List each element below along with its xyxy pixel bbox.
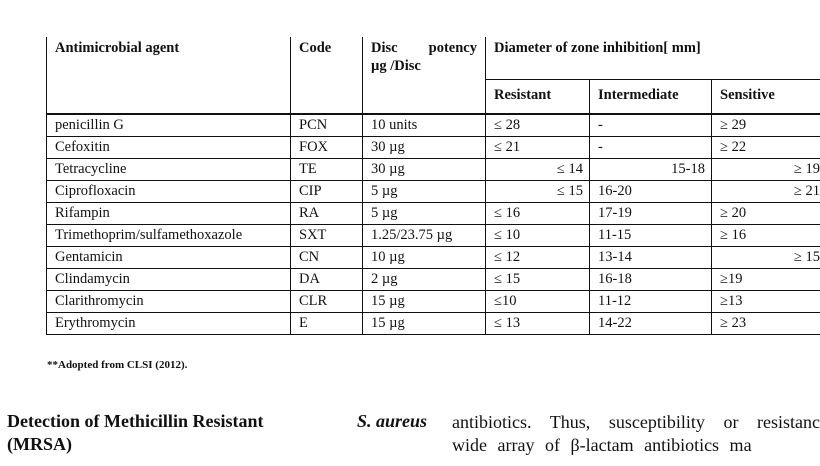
cell-potency: 30 µg (363, 159, 486, 181)
cell-sensitive: ≥ 15 (712, 247, 820, 269)
header-sensitive: Sensitive (712, 80, 820, 115)
header-potency-word1: Disc (371, 40, 398, 56)
table-footnote: **Adopted from CLSI (2012). (47, 359, 188, 371)
body-line-2: wide array of β-lactam antibiotics ma (452, 435, 752, 455)
cell-resistant: ≤ 13 (486, 313, 590, 335)
table-row (47, 225, 820, 247)
cell-agent: Cefoxitin (47, 137, 291, 159)
cell-intermediate: 16-18 (590, 269, 712, 291)
table-row (47, 291, 820, 313)
cell-sensitive: ≥ 20 (712, 203, 820, 225)
header-potency-unit: µg /Disc (371, 58, 421, 74)
cell-intermediate: 15-18 (590, 159, 712, 181)
cell-code: E (291, 313, 363, 335)
cell-resistant: ≤ 16 (486, 203, 590, 225)
table-row (47, 137, 820, 159)
antimicrobial-susceptibility-table (46, 37, 820, 335)
header-agent: Antimicrobial agent (47, 37, 291, 114)
cell-code: FOX (291, 137, 363, 159)
cell-potency: 5 µg (363, 203, 486, 225)
cell-intermediate: - (590, 114, 712, 137)
cell-intermediate: 16-20 (590, 181, 712, 203)
cell-intermediate: 14-22 (590, 313, 712, 335)
cell-sensitive: ≥19 (712, 269, 820, 291)
cell-sensitive: ≥ 21 (712, 181, 820, 203)
cell-code: DA (291, 269, 363, 291)
table-row (47, 203, 820, 225)
cell-sensitive: ≥ 29 (712, 114, 820, 137)
cell-code: CIP (291, 181, 363, 203)
cell-potency: 15 µg (363, 313, 486, 335)
cell-resistant: ≤ 21 (486, 137, 590, 159)
cell-intermediate: 17-19 (590, 203, 712, 225)
cell-sensitive: ≥ 19 (712, 159, 820, 181)
cell-resistant: ≤ 14 (486, 159, 590, 181)
header-intermediate: Intermediate (590, 80, 712, 115)
cell-potency: 5 µg (363, 181, 486, 203)
table-row (47, 313, 820, 335)
section-heading-abbrev: (MRSA) (7, 434, 72, 454)
cell-potency: 2 µg (363, 269, 486, 291)
section-heading-text: Detection of Methicillin Resistant (7, 411, 264, 431)
cell-agent: Erythromycin (47, 313, 291, 335)
cell-resistant: ≤ 15 (486, 181, 590, 203)
header-code: Code (291, 37, 363, 114)
cell-sensitive: ≥ 16 (712, 225, 820, 247)
cell-potency: 10 µg (363, 247, 486, 269)
cell-agent: Clindamycin (47, 269, 291, 291)
section-heading-species: S. aureus (356, 411, 427, 431)
cell-potency: 1.25/23.75 µg (363, 225, 486, 247)
cell-code: SXT (291, 225, 363, 247)
cell-agent: Rifampin (47, 203, 291, 225)
table-row (47, 247, 820, 269)
cell-agent: Tetracycline (47, 159, 291, 181)
cell-sensitive: ≥13 (712, 291, 820, 313)
table-row (47, 181, 820, 203)
cell-agent: penicillin G (47, 114, 291, 137)
header-potency (363, 37, 486, 114)
cell-code: CLR (291, 291, 363, 313)
table-row (47, 159, 820, 181)
cell-agent: Gentamicin (47, 247, 291, 269)
header-potency-word2: potency (428, 40, 477, 56)
cell-resistant: ≤ 28 (486, 114, 590, 137)
body-line-1: antibiotics. Thus, susceptibility or resistanc (452, 412, 820, 432)
cell-code: PCN (291, 114, 363, 137)
section-heading (7, 410, 427, 456)
table-row (47, 269, 820, 291)
cell-agent: Clarithromycin (47, 291, 291, 313)
cell-intermediate: 13-14 (590, 247, 712, 269)
body-paragraph (452, 411, 820, 457)
cell-resistant: ≤ 12 (486, 247, 590, 269)
cell-resistant: ≤10 (486, 291, 590, 313)
cell-sensitive: ≥ 23 (712, 313, 820, 335)
cell-sensitive: ≥ 22 (712, 137, 820, 159)
header-resistant: Resistant (486, 80, 590, 115)
cell-code: RA (291, 203, 363, 225)
susceptibility-table-container (46, 37, 820, 335)
cell-resistant: ≤ 15 (486, 269, 590, 291)
cell-agent: Ciprofloxacin (47, 181, 291, 203)
cell-intermediate: 11-12 (590, 291, 712, 313)
cell-potency: 10 units (363, 114, 486, 137)
cell-intermediate: 11-15 (590, 225, 712, 247)
header-diameter: Diameter of zone inhibition[ mm] (486, 37, 820, 80)
cell-code: CN (291, 247, 363, 269)
cell-resistant: ≤ 10 (486, 225, 590, 247)
cell-agent: Trimethoprim/sulfamethoxazole (47, 225, 291, 247)
cell-intermediate: - (590, 137, 712, 159)
table-row (47, 114, 820, 137)
cell-potency: 30 µg (363, 137, 486, 159)
cell-code: TE (291, 159, 363, 181)
cell-potency: 15 µg (363, 291, 486, 313)
